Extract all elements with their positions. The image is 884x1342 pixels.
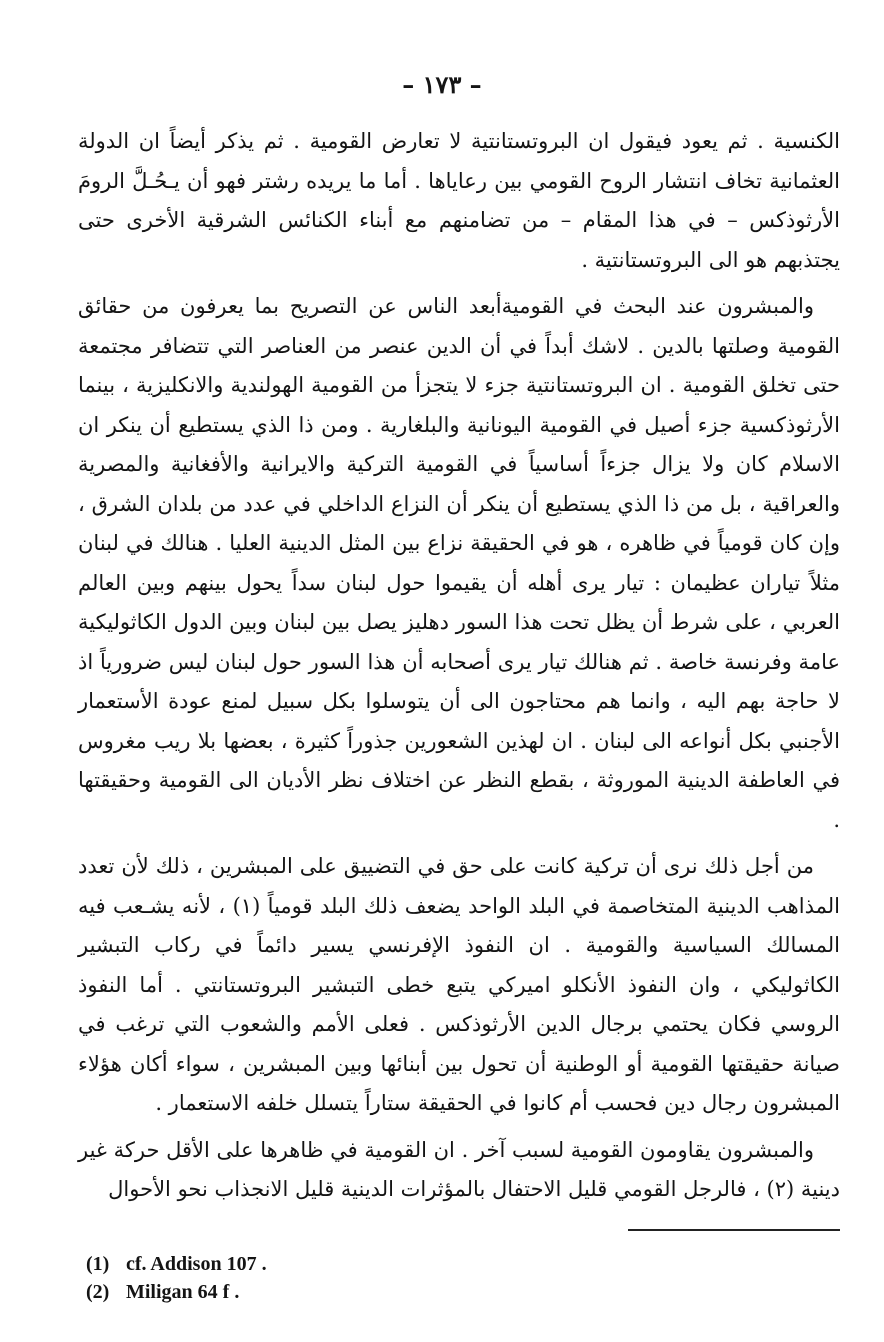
footnote-number: (2) — [86, 1281, 110, 1303]
body-text — [78, 122, 840, 1217]
footnote-text: cf. Addison 107 . — [126, 1253, 267, 1275]
paragraph: الكنسية . ثم يعود فيقول ان البروتستانتية لا تعارض القومية . ثم يذكر أيضاً ان الدولة العثمانية تخاف انتشار الروح القومي بين رعاياها . أما ما يريده رشتر فهو أن يـحُـلَّ الرومَ الأرثوذكس – في هذا المقام – من تضامنهم مع أبناء الكنائس الشرقية الأخرى حتى يجتذبهم هو الى البروتستانتية . — [78, 129, 840, 272]
footnote-text: Miligan 64 f . — [126, 1281, 240, 1303]
footnote-number: (1) — [86, 1253, 110, 1275]
footnote — [86, 1250, 586, 1278]
paragraph: والمبشرون يقاومون القومية لسبب آخر . ان القومية في ظاهرها على الأقل حركة غير دينية (٢) ، فالرجل القومي قليل الاحتفال بالمؤثرات الدينية قليل الانجذاب نحو الأحوال — [78, 1137, 840, 1201]
page-number: – ١٧٣ – — [402, 70, 482, 99]
footnote-divider — [628, 1229, 840, 1231]
paragraph: من أجل ذلك نرى أن تركية كانت على حق في التضييق على المبشرين ، ذلك لأن تعدد المذاهب الدينية المتخاصمة في البلد الواحد يضعف ذلك البلد قومياً (١) ، لأنه يشـعب فيه المسالك السياسية والقومية . ان النفوذ الإفرنسي يسير دائماً في ركاب التبشير الكاثوليكي ، وان النفوذ الأنكلو اميركي يتبع خطى التبشير البروتستانتي . أما النفوذ الروسي فكان يحتمي برجال الدين الأرثوذكس . فعلى الأمم والشعوب التي ترغب في صيانة حقيقتها القومية أو الوطنية أن تحول بين أبنائها وبين المبشرين ، سواء أكان هؤلاء المبشرون رجال دين فحسب أم كانوا في الحقيقة ستاراً يتسلل خلفه الاستعمار . — [78, 854, 840, 1115]
paragraph: والمبشرون عند البحث في القوميةأبعد الناس عن التصريح بما يعرفون من حقائق القومية وصلتها بالدين . لاشك أبداً في أن الدين عنصر من العناصر التي تتضافر مجتمعة حتى تخلق القومية . ان البروتستانتية جزء لا يتجزأ من القومية الهولندية والانكليزية ، بينما الأرثوذكسية جزء أصيل في القومية اليونانية والبلغارية . ومن ذا الذي يستطيع أن ينكر ان الاسلام كان ولا يزال جزءاً أساسياً في القومية التركية والايرانية والأفغانية والمصرية والعراقية ، بل من ذا الذي يستطيع أن ينكر أن النزاع الداخلي في عدد من بلدان الشرق ، وإن كان قومياً في ظاهره ، هو في الحقيقة نزاع بين المثل الدينية العليا . هنالك في لبنان مثلاً تياران عظيمان : تيار يرى أهله أن يقيموا حول لبنان سداً يحول بينهم وبين العالم العربي ، على شرط أن يظل تحت هذا السور دهليز يصل بين لبنان وبين الدول الكاثوليكية عامة وفرنسة خاصة . ثم هنالك تيار يرى أصحابه أن هذا السور حول لبنان ليس ضرورياً اذ لا حاجة بهم اليه ، وانما هم محتاجون الى أن يتوسلوا بكل سبيل لمنع عودة الأستعمار الأجنبي بكل أنواعه الى لبنان . ان لهذين الشعورين جذوراً كثيرة ، بعضها بلا ريب مغروس في العاطفة الدينية الموروثة ، بقطع النظر عن اختلاف نظر الأديان الى القومية وحقيقتها . — [78, 294, 840, 832]
footnotes — [86, 1250, 586, 1306]
footnote — [86, 1278, 586, 1306]
